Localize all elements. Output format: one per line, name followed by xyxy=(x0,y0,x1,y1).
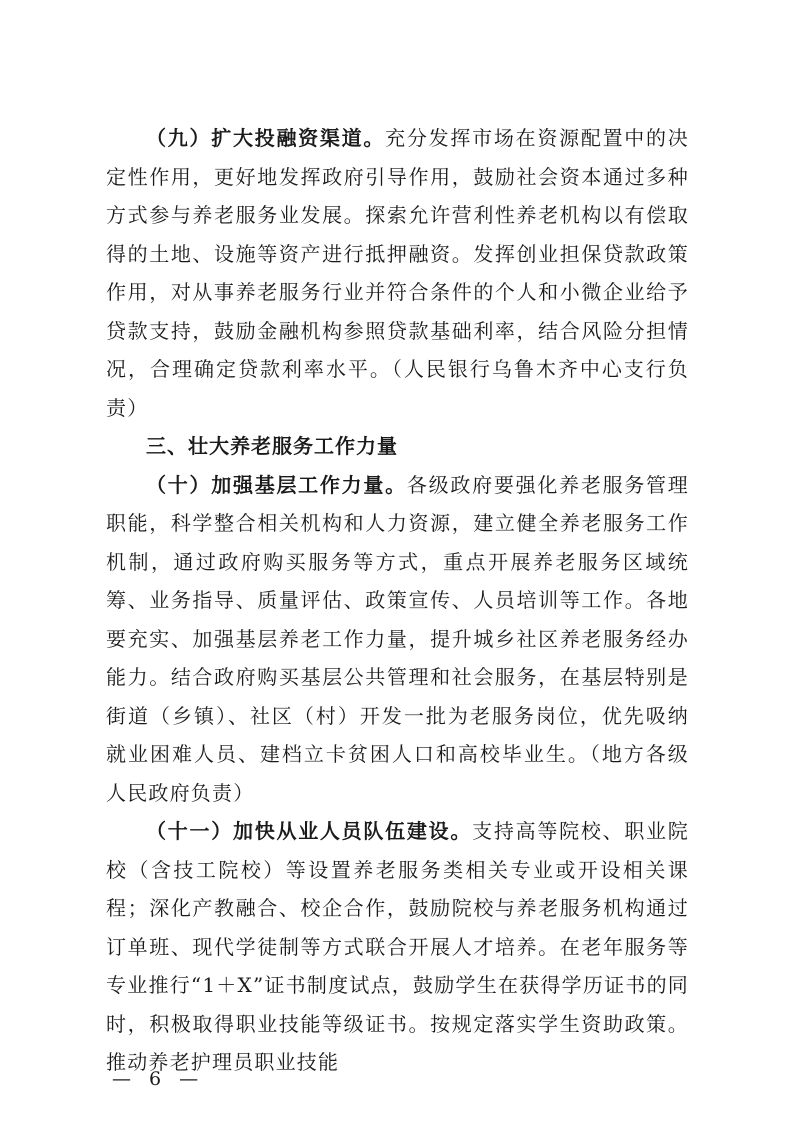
paragraph-10-text: 各级政府要强化养老服务管理职能，科学整合相关机构和人力资源，建立健全养老服务工作机制，通过政府购买服务等方式，重点开展养老服务区域统筹、业务指导、质量评估、政策宣传、人员培训等工作。各地要充实、加强基层养老工作力量，提升城乡社区养老服务经办能力。结合政府购买基层公共管理和社会服务，在基层特别是街道（乡镇）、社区（村）开发一批为老服务岗位，优先吸纳就业困难人员、建档立卡贫困人口和高校毕业生。（地方各级人民政府负责） xyxy=(106,472,689,805)
paragraph-9-text: 充分发挥市场在资源配置中的决定性作用，更好地发挥政府引导作用，鼓励社会资本通过多种方式参与养老服务业发展。探索允许营利性养老机构以有偿取得的土地、设施等资产进行抵押融资。发挥创业担保贷款政策作用，对从事养老服务行业并符合条件的个人和小微企业给予贷款支持，鼓励金融机构参照贷款基础利率，结合风险分担情况，合理确定贷款利率水平。（人民银行乌鲁木齐中心支行负责） xyxy=(106,126,689,420)
paragraph-11-text: 支持高等院校、职业院校（含技工院校）等设置养老服务类相关专业或开设相关课程；深化产教融合、校企合作，鼓励院校与养老服务机构通过订单班、现代学徒制等方式联合开展人才培养。在老年服务等专业推行“1＋X”证书制度试点，鼓励学生在获得学历证书的同时，积极取得职业技能等级证书。按规定落实学生资助政策。推动养老护理员职业技能 xyxy=(106,819,689,1074)
paragraph-9-heading: （九）扩大投融资渠道。 xyxy=(146,126,386,150)
document-body xyxy=(106,119,689,1082)
paragraph-10-heading: （十）加强基层工作力量。 xyxy=(146,472,407,497)
paragraph-11-heading: （十一）加快从业人员队伍建设。 xyxy=(146,819,473,843)
page-number: — 6 — xyxy=(112,1068,205,1090)
section-heading: 三、壮大养老服务工作力量 xyxy=(146,434,398,458)
paragraph-11 xyxy=(106,812,689,1082)
paragraph-10 xyxy=(106,466,689,813)
paragraph-9 xyxy=(106,119,689,427)
